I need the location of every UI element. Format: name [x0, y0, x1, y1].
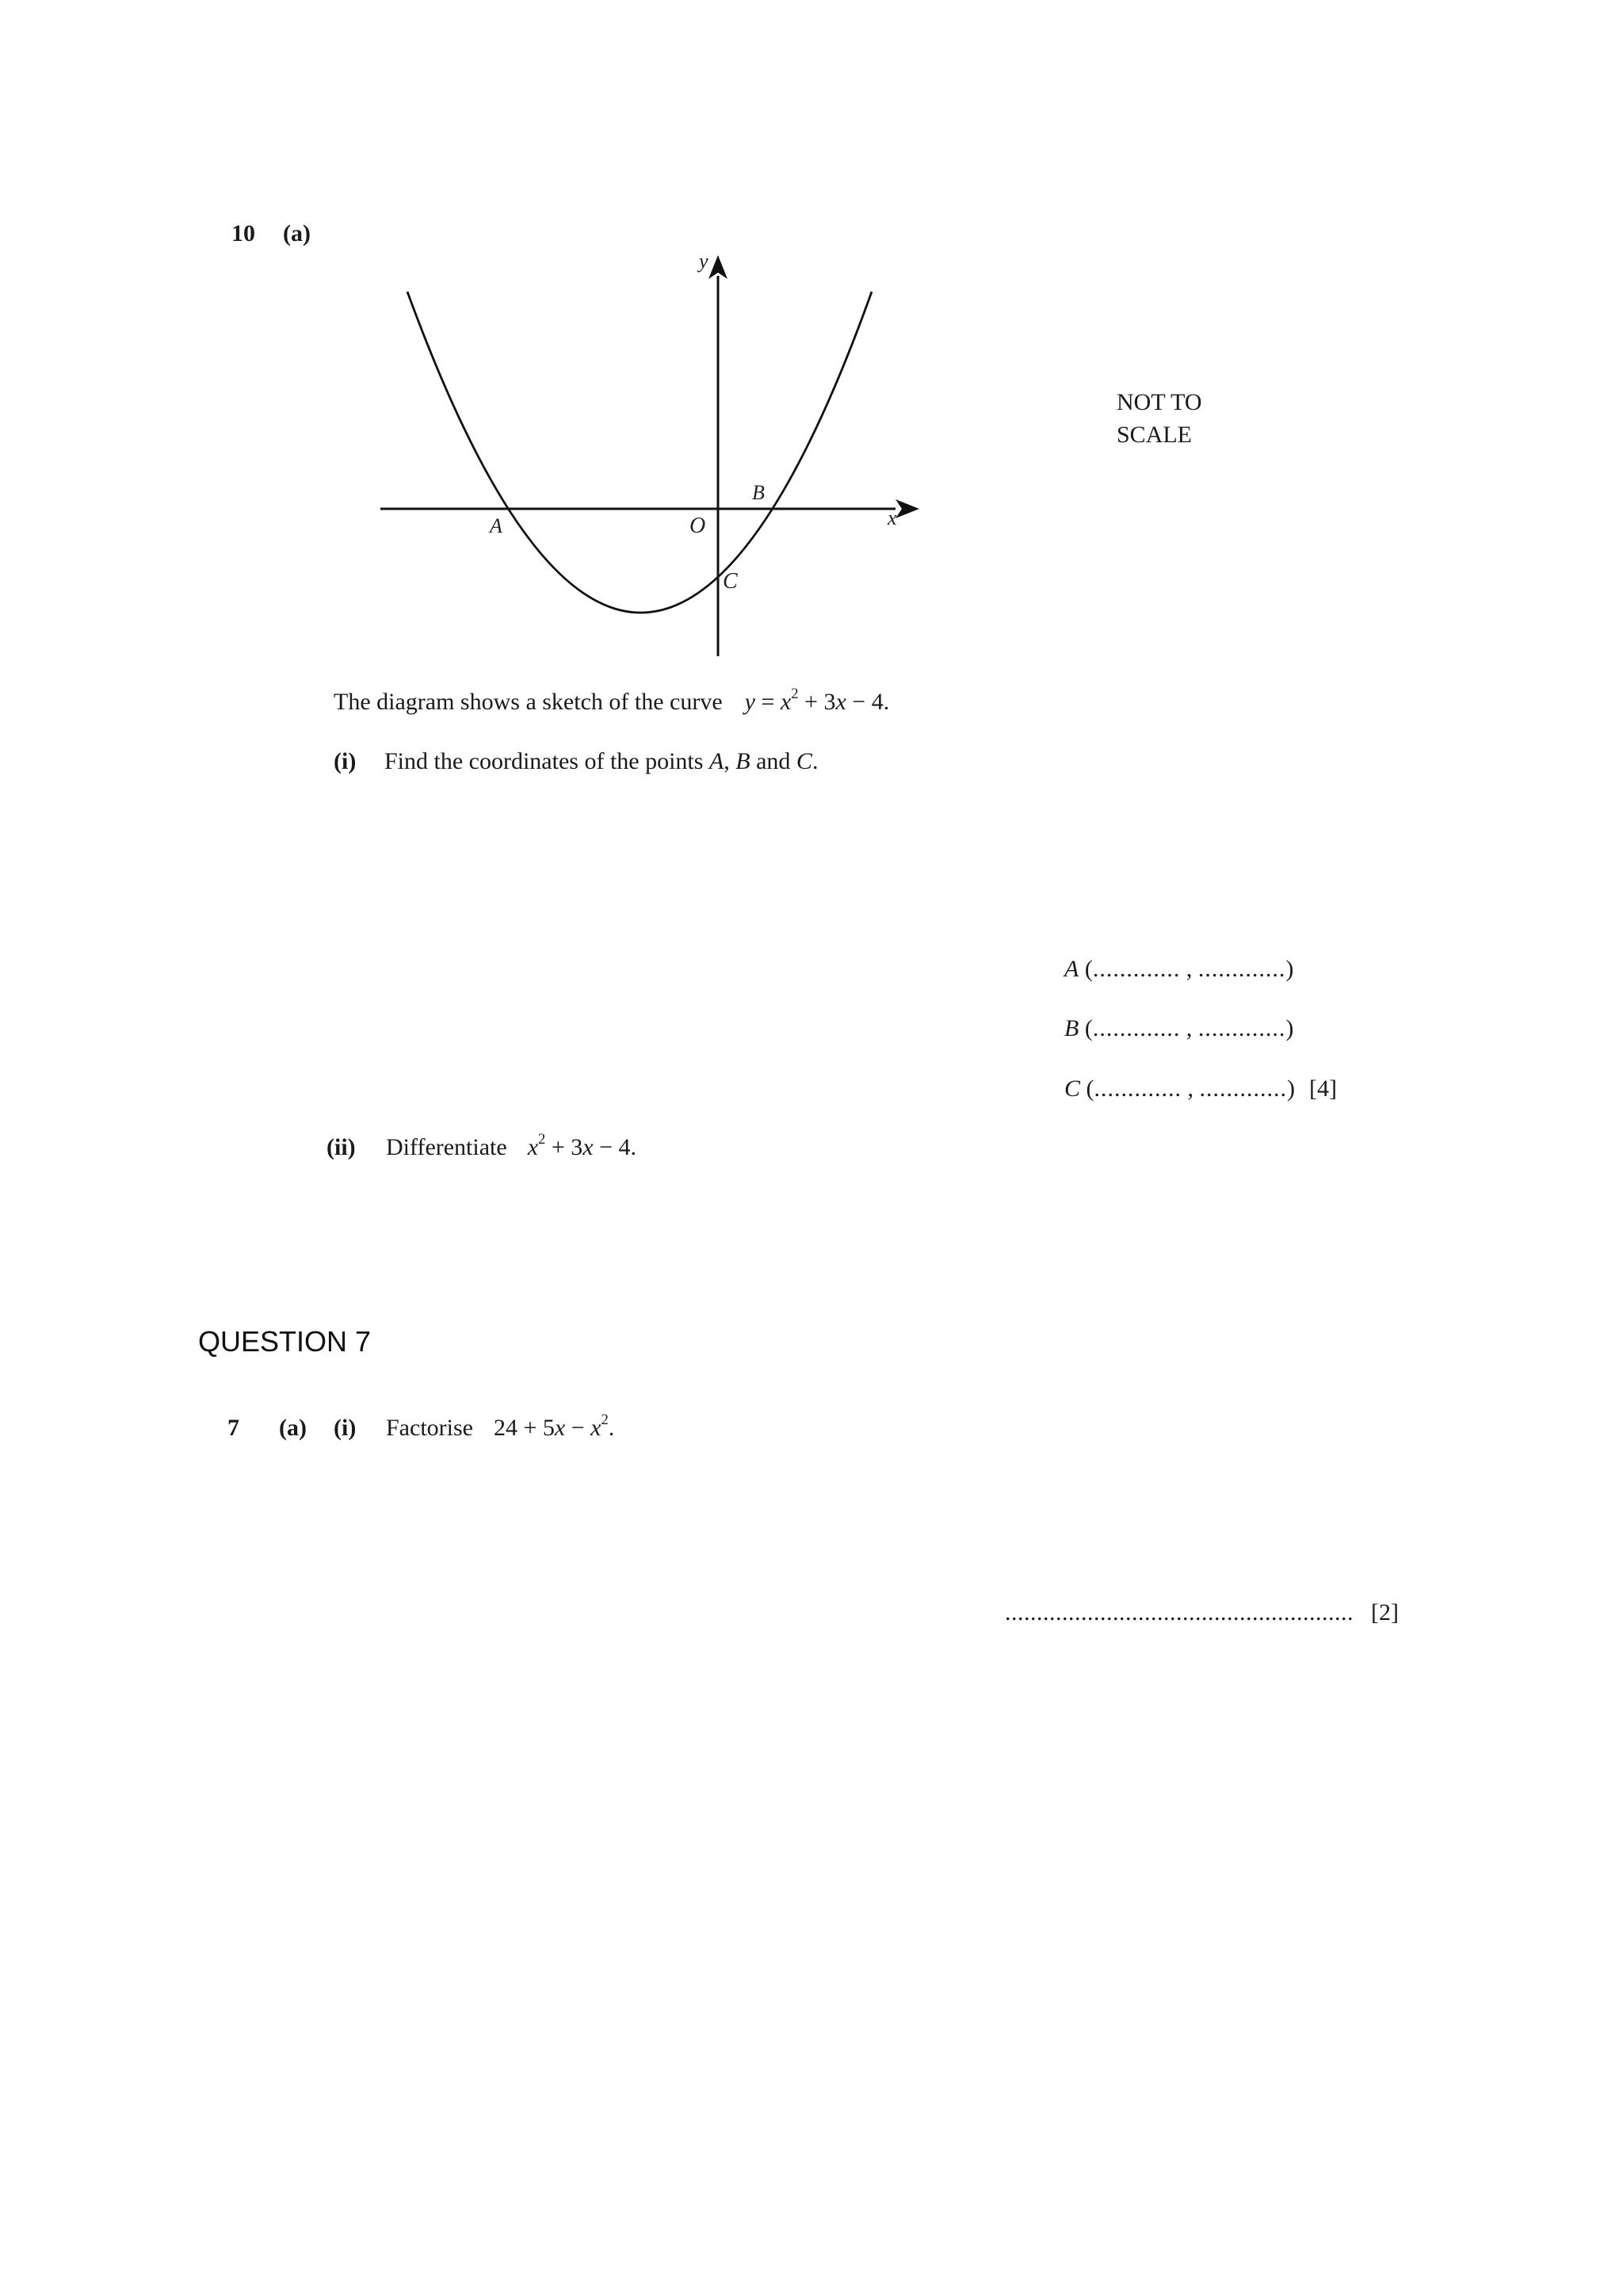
- point-b-label: B: [752, 481, 765, 504]
- factorise-expression: $24 + 5x - x^2$.: [493, 1412, 615, 1441]
- part-label: (a): [283, 220, 311, 246]
- not-to-scale-line1: NOT TO: [1117, 389, 1202, 415]
- point-c-label: C: [723, 569, 738, 594]
- answer-line-c[interactable]: C (............. , .............) [4]: [1064, 1075, 1337, 1102]
- part-i-label: (i): [334, 748, 357, 774]
- question-7-heading: QUESTION 7: [198, 1325, 372, 1358]
- y-axis-label: y: [699, 252, 708, 273]
- q7-part-a-label: (a): [279, 1415, 307, 1441]
- intro-text: [334, 686, 890, 716]
- part-i-text: Find the coordinates of the points A, B and C.: [384, 748, 819, 774]
- intro-sentence: The diagram shows a sketch of the curve: [334, 689, 723, 715]
- answer-line-a[interactable]: A (............. , .............): [1064, 956, 1294, 982]
- x-axis-label: x: [888, 506, 897, 529]
- q7-part-i-label: (i): [334, 1415, 357, 1441]
- marks-4: [4]: [1309, 1075, 1337, 1102]
- question-number: 10: [231, 220, 255, 246]
- differentiate-expression: $x^2 + 3x - 4$.: [527, 1131, 636, 1160]
- q7-number: 7: [227, 1415, 239, 1441]
- curve-equation: $y = x^2 + 3x - 4$.: [744, 686, 890, 715]
- not-to-scale-line2: SCALE: [1117, 422, 1193, 448]
- point-a-label: A: [490, 514, 502, 537]
- part-ii-text: Differentiate $x^2 + 3x - 4$.: [386, 1131, 636, 1160]
- part-ii-label: (ii): [327, 1134, 356, 1160]
- x-axis-arrow: [896, 499, 919, 518]
- q7-answer-line[interactable]: ....................................................... [2]: [1005, 1599, 1399, 1626]
- q7-text: Factorise $24 + 5x - x^2$.: [386, 1412, 615, 1441]
- answer-line-b[interactable]: B (............. , .............): [1064, 1015, 1294, 1041]
- origin-label: O: [689, 514, 706, 538]
- marks-2: [2]: [1371, 1599, 1399, 1626]
- y-axis-arrow: [708, 255, 727, 279]
- curve: [407, 292, 872, 613]
- parabola-diagram: [372, 252, 943, 664]
